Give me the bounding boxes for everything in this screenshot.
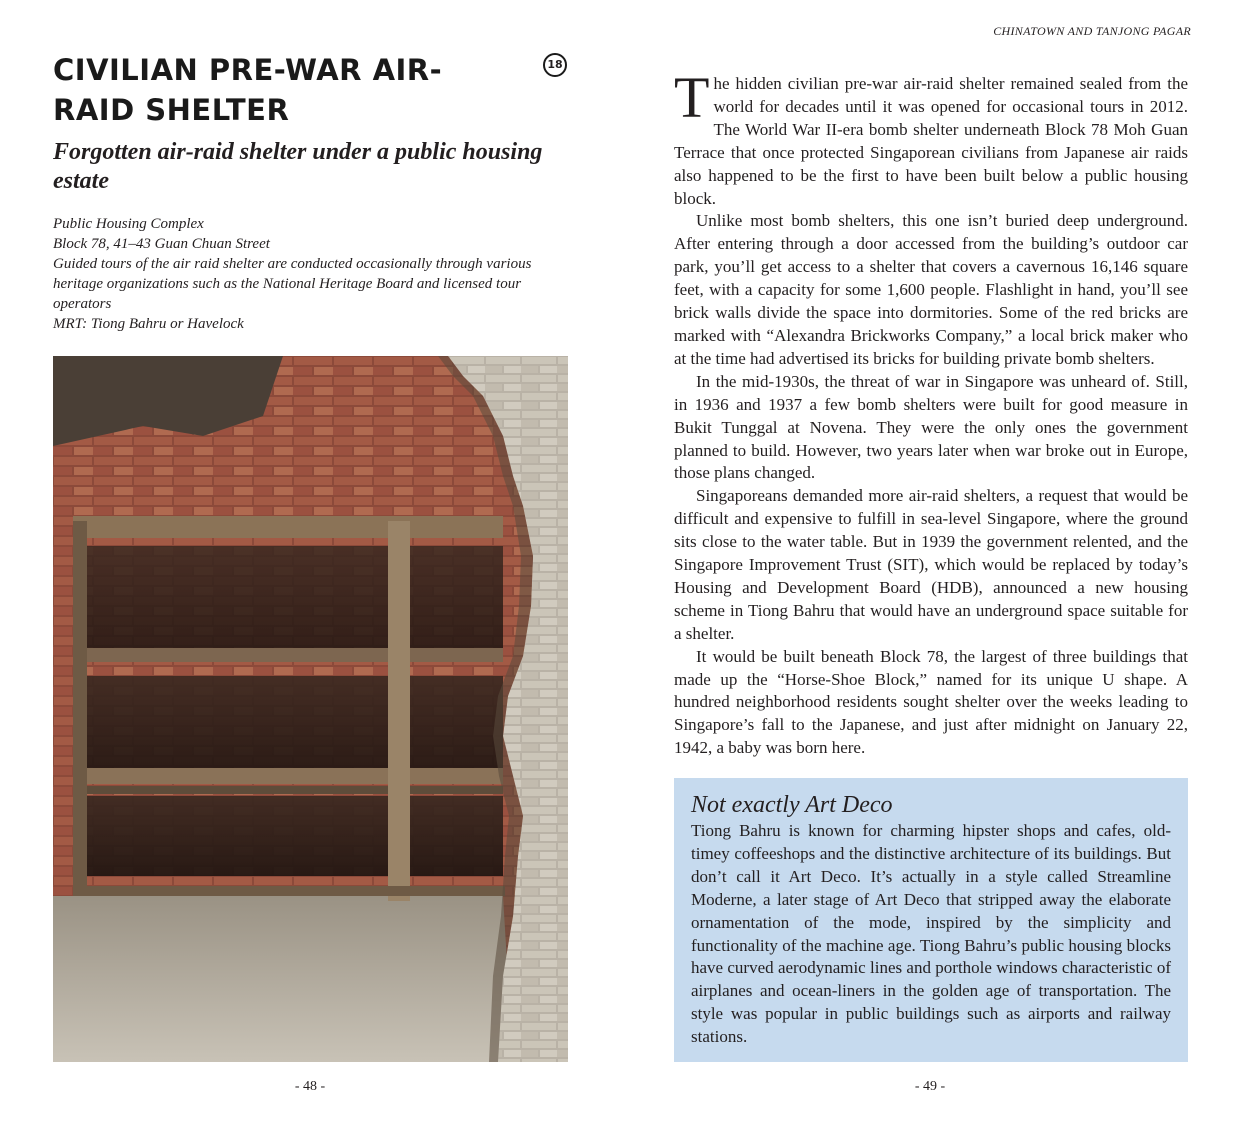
right-page: [620, 0, 1241, 1123]
info-mrt: MRT: Tiong Bahru or Havelock: [53, 316, 244, 332]
entry-number-badge: 18: [543, 53, 567, 77]
paragraph-5: It would be built beneath Block 78, the largest of three buildings that made up the “Horse-Shoe Block,” named for its unique U shape. A hundred neighborhood residents sought shelter over the weeks leading to Singapore’s fall to the Japanese, and just after midnight on January 22, 1942, a baby was born here.: [674, 646, 1188, 758]
paragraph-3: In the mid-1930s, the threat of war in Singapore was unheard of. Still, in 1936 and 1937 a few bomb shelters were built for good measure in Bukit Tunggal at Novena. They were the only ones the government planned to build. However, two years later when war broke out in Europe, those plans changed.: [674, 371, 1188, 483]
running-head: CHINATOWN AND TANJONG PAGAR: [993, 24, 1191, 38]
paragraph-1: [674, 65, 1188, 210]
location-info: [53, 214, 568, 334]
page-title: CIVILIAN PRE-WAR AIR-RAID SHELTER: [53, 53, 443, 127]
paragraph-4: Singaporeans demanded more air-raid shelters, a request that would be difficult and expensive to fulfill in sea-level Singapore, where the ground sits close to the water table. But in 1939 the government relented, and the Singapore Improvement Trust (SIT), which would be replaced by today’s Housing and Development Board (HDB), announced a new housing scheme in Tiong Bahru that would have an underground space suitable for a shelter.: [674, 486, 1188, 643]
drop-cap: T: [674, 65, 710, 130]
shelter-photo: [53, 356, 568, 1062]
sidebar-body: Tiong Bahru is known for charming hipster shops and cafes, old-timey coffeeshops and the distinctive architecture of its buildings. But don’t call it Art Deco. It’s actually in a style called Streamline Moderne, a later stage of Art Deco that stripped away the elaborate ornamentation of the mode, inspired by the simplicity and functionality of the machine age. Tiong Bahru’s public housing blocks have curved aerodynamic lines and porthole windows characteristic of airplanes and ocean-liners in the golden age of transportation. The style was popular in public buildings such as airports and railway stations.: [691, 821, 1171, 1047]
sidebar-box: [674, 778, 1188, 1062]
info-location-type: Public Housing Complex: [53, 216, 204, 232]
info-tours: Guided tours of the air raid shelter are conducted occasionally through various heritage organizations such as the National Heritage Board and licensed tour operators: [53, 256, 532, 312]
info-address: Block 78, 41–43 Guan Chuan Street: [53, 236, 270, 252]
paragraph-2: Unlike most bomb shelters, this one isn’t buried deep underground. After entering through a door accessed from the building’s outdoor car park, you’ll get access to a shelter that covers a cavernous 16,146 square feet, with a capacity for some 1,600 people. Flashlight in hand, you’ll see brick walls divide the space into dormitories. Some of the red bricks are marked with “Alexandra Brickworks Company,” a local brick maker who at the time had advertised its bricks for building private bomb shelters.: [674, 211, 1188, 368]
left-page: [0, 0, 620, 1123]
sidebar-title: Not exactly Art Deco: [691, 792, 893, 818]
page-number-left: - 48 -: [294, 1079, 326, 1094]
paragraph-1-text: he hidden civilian pre-war air-raid shelter remained sealed from the world for decades until it was opened for occasional tours in 2012. The World War II-era bomb shelter underneath Block 78 Moh Guan Terrace that once protected Singaporean civilians from Japanese air raids also happened to be the first to have been built below a public housing block.: [674, 74, 1188, 208]
article-body: [674, 65, 1188, 760]
page-number-right: - 49 -: [914, 1079, 946, 1094]
page-subtitle: Forgotten air-raid shelter under a public housing estate: [53, 139, 543, 194]
